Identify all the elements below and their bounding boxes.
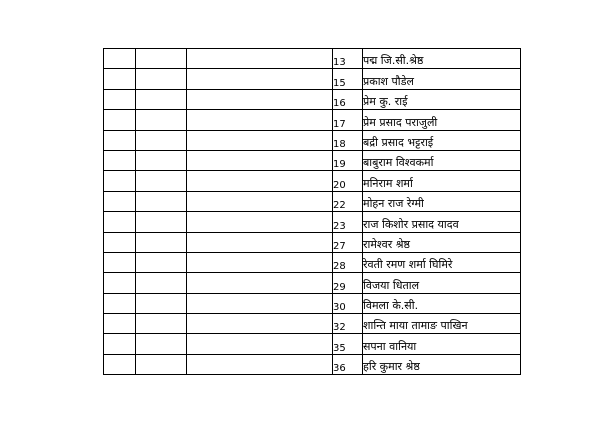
empty-cell-c xyxy=(187,89,333,109)
empty-cell-b xyxy=(136,171,187,191)
empty-cell-b xyxy=(136,69,187,89)
serial-number-cell: 35 xyxy=(333,334,363,354)
serial-number-cell: 28 xyxy=(333,252,363,272)
member-name-cell: राज किशोर प्रसाद यादव xyxy=(363,212,521,232)
empty-cell-c xyxy=(187,354,333,374)
empty-cell-c xyxy=(187,232,333,252)
serial-number-cell: 18 xyxy=(333,130,363,150)
empty-cell-a xyxy=(104,89,136,109)
serial-number-cell: 19 xyxy=(333,150,363,170)
empty-cell-c xyxy=(187,150,333,170)
empty-cell-b xyxy=(136,354,187,374)
empty-cell-a xyxy=(104,49,136,69)
empty-cell-b xyxy=(136,150,187,170)
table-row xyxy=(104,191,521,211)
empty-cell-b xyxy=(136,314,187,334)
empty-cell-a xyxy=(104,252,136,272)
empty-cell-c xyxy=(187,49,333,69)
member-name-cell: प्रेम कु. राई xyxy=(363,89,521,109)
member-name-cell: पद्म जि.सी.श्रेष्ठ xyxy=(363,49,521,69)
empty-cell-b xyxy=(136,89,187,109)
empty-cell-a xyxy=(104,110,136,130)
empty-cell-c xyxy=(187,293,333,313)
serial-number-cell: 13 xyxy=(333,49,363,69)
empty-cell-a xyxy=(104,212,136,232)
table-row xyxy=(104,354,521,374)
member-name-cell: मनिराम शर्मा xyxy=(363,171,521,191)
empty-cell-b xyxy=(136,232,187,252)
empty-cell-a xyxy=(104,171,136,191)
table-row xyxy=(104,212,521,232)
table-row xyxy=(104,171,521,191)
serial-number-cell: 15 xyxy=(333,69,363,89)
table-row xyxy=(104,69,521,89)
empty-cell-a xyxy=(104,293,136,313)
table-row xyxy=(104,110,521,130)
table-row xyxy=(104,334,521,354)
member-name-cell: विमला के.सी. xyxy=(363,293,521,313)
table-row xyxy=(104,49,521,69)
member-name-cell: प्रकाश पौडेल xyxy=(363,69,521,89)
member-name-cell: रेवती रमण शर्मा घिमिरे xyxy=(363,252,521,272)
member-name-cell: हरि कुमार श्रेष्ठ xyxy=(363,354,521,374)
empty-cell-c xyxy=(187,171,333,191)
empty-cell-a xyxy=(104,191,136,211)
empty-cell-b xyxy=(136,293,187,313)
serial-number-cell: 20 xyxy=(333,171,363,191)
empty-cell-a xyxy=(104,314,136,334)
serial-number-cell: 32 xyxy=(333,314,363,334)
table-row xyxy=(104,273,521,293)
empty-cell-c xyxy=(187,191,333,211)
table-row xyxy=(104,314,521,334)
table-row xyxy=(104,89,521,109)
empty-cell-b xyxy=(136,334,187,354)
empty-cell-c xyxy=(187,252,333,272)
empty-cell-b xyxy=(136,110,187,130)
member-name-cell: रामेश्वर श्रेष्ठ xyxy=(363,232,521,252)
serial-number-cell: 23 xyxy=(333,212,363,232)
serial-number-cell: 27 xyxy=(333,232,363,252)
empty-cell-c xyxy=(187,69,333,89)
empty-cell-c xyxy=(187,273,333,293)
serial-number-cell: 30 xyxy=(333,293,363,313)
member-name-cell: विजया धिताल xyxy=(363,273,521,293)
serial-number-cell: 16 xyxy=(333,89,363,109)
serial-number-cell: 29 xyxy=(333,273,363,293)
member-name-cell: प्रेम प्रसाद पराजुली xyxy=(363,110,521,130)
empty-cell-b xyxy=(136,212,187,232)
empty-cell-b xyxy=(136,252,187,272)
table-row xyxy=(104,150,521,170)
empty-cell-c xyxy=(187,130,333,150)
table-row xyxy=(104,130,521,150)
serial-number-cell: 17 xyxy=(333,110,363,130)
empty-cell-a xyxy=(104,334,136,354)
table-row xyxy=(104,252,521,272)
empty-cell-c xyxy=(187,110,333,130)
empty-cell-a xyxy=(104,130,136,150)
empty-cell-b xyxy=(136,130,187,150)
empty-cell-c xyxy=(187,314,333,334)
member-name-cell: सपना वानिया xyxy=(363,334,521,354)
empty-cell-b xyxy=(136,273,187,293)
serial-number-cell: 36 xyxy=(333,354,363,374)
member-name-cell: मोहन राज रेग्मी xyxy=(363,191,521,211)
empty-cell-a xyxy=(104,354,136,374)
member-table xyxy=(103,48,521,375)
empty-cell-a xyxy=(104,273,136,293)
member-table-body xyxy=(104,49,521,375)
serial-number-cell: 22 xyxy=(333,191,363,211)
empty-cell-a xyxy=(104,69,136,89)
empty-cell-a xyxy=(104,232,136,252)
empty-cell-c xyxy=(187,334,333,354)
member-name-cell: शान्ति माया तामाङ पाखिन xyxy=(363,314,521,334)
empty-cell-a xyxy=(104,150,136,170)
member-name-cell: बद्री प्रसाद भट्टराई xyxy=(363,130,521,150)
table-row xyxy=(104,293,521,313)
empty-cell-b xyxy=(136,49,187,69)
table-row xyxy=(104,232,521,252)
empty-cell-b xyxy=(136,191,187,211)
empty-cell-c xyxy=(187,212,333,232)
member-name-cell: बाबुराम विश्वकर्मा xyxy=(363,150,521,170)
